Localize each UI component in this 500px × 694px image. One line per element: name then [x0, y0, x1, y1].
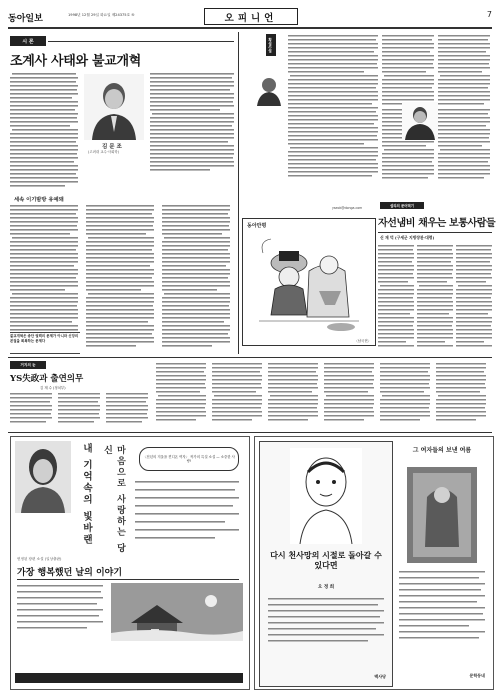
ad-body-lines: [17, 583, 107, 633]
divider: [238, 32, 239, 354]
cartoon-byline: 〈남국현〉: [354, 339, 371, 343]
section-label-siron: [10, 36, 46, 46]
headline: 조계사 사태와 불교개혁: [10, 54, 142, 69]
cartoon-illustration-icon: [249, 231, 369, 335]
ad-body-lines: [399, 569, 485, 659]
ad-subtitle: 헌정된 장편 소설 (일상출판): [17, 557, 62, 561]
masthead: [8, 8, 492, 28]
ad-house-illustration-icon: [111, 583, 243, 641]
ad-right-book-panel: [259, 441, 393, 687]
paper-name: 동아일보: [8, 14, 43, 24]
section-label-text: 시 론: [22, 38, 34, 45]
body-text-lines: [150, 72, 234, 192]
article-body-hoengseol: [288, 34, 378, 184]
ad-rule: [17, 579, 239, 580]
book-author: 오 정 희: [317, 585, 335, 590]
body-text-lines: [10, 72, 78, 192]
side-book-cover-icon: [407, 467, 477, 563]
pull-quote: [10, 332, 80, 354]
author-photo-right: [402, 102, 438, 140]
portrait-photo-icon: [84, 74, 144, 140]
publisher-left: 백사당: [374, 674, 386, 679]
ad-portrait-icon: [15, 441, 71, 513]
ad-footer: [15, 673, 243, 683]
ads-separator: [8, 432, 492, 433]
ad-vertical-text: 내 기억속의 빛바랜: [81, 443, 92, 546]
date-line: 1998년 12월 29일 화요일 제24375호 ⑤: [68, 13, 135, 17]
sub-heading: 세속 이기밤방 유예돼: [14, 197, 64, 203]
section-rule: [48, 41, 234, 42]
ad-left: [10, 436, 250, 690]
author-photo: [84, 74, 144, 140]
bottom-author: 김 재 수 (정치부): [40, 386, 66, 390]
book-cover-portrait-icon: [290, 448, 362, 544]
masthead-rule: [8, 27, 492, 29]
columnist-icon: [254, 74, 284, 106]
author-portrait-icon: [402, 102, 438, 140]
ad-quote-box: [139, 447, 239, 471]
section-label-text: 설리의 문어먹기: [389, 204, 415, 208]
section-label-text: 거지의 눈: [20, 362, 36, 367]
ad-right-side-panel: [395, 441, 489, 685]
small-portrait: [254, 74, 284, 106]
ad-tagline: 가장 행복했던 날의 이야기: [17, 568, 123, 578]
article-body-col1: [10, 72, 78, 192]
page-number: 7: [486, 10, 492, 19]
ad-title-main: 마음으로 사랑하는 당신: [102, 445, 125, 555]
publisher-right: 문학동네: [469, 673, 485, 678]
body-text-lines: [10, 392, 150, 428]
cartoon-title: 동아만평: [247, 223, 267, 229]
body-text-lines: [288, 34, 378, 184]
section-label-right: [380, 202, 424, 209]
author-name: 김 문 조: [102, 144, 122, 150]
right-author-line: 신 재 덕 (구세군 지방장관·대령): [380, 235, 435, 240]
right-headline: 자선냄비 채우는 보통사람들: [378, 218, 496, 229]
section-title: [204, 8, 298, 25]
book-title: 다시 천사망의 시절로 돌아갈 수 있다면: [270, 550, 382, 570]
bottom-headline: YS失政과 출연의무: [10, 374, 84, 384]
article-body-col3: [150, 72, 234, 192]
left-column: [8, 32, 236, 357]
ad-right: [254, 436, 494, 690]
side-title: 그 여자들의 보낸 여름: [412, 447, 472, 454]
ad-quote-text: 〈천년의 겨울을 견디온 여자〉 작가의 특설 소설 — 소중한 사랑!: [143, 454, 235, 463]
article-body-bottom-2: [156, 362, 492, 428]
ad-text-lines: [135, 479, 243, 551]
body-text-lines: [156, 362, 492, 428]
body-text-lines: [378, 244, 492, 352]
author-affiliation: (고려대 교수·사회학): [88, 150, 120, 154]
article-body-right: [378, 244, 492, 352]
section-label-text: 횡설수설: [268, 37, 273, 53]
article-body-bottom: [10, 392, 150, 428]
column-signature: yseok@donga.com: [332, 206, 363, 210]
ad-body-lines: [268, 596, 384, 656]
section-label-bottom: [10, 361, 46, 369]
section-title-text: 오피니언: [224, 12, 278, 24]
cartoon-box: [242, 218, 376, 346]
section-label-hoengseol: [266, 34, 276, 56]
right-rule: [378, 232, 492, 233]
middle-column: [240, 32, 380, 217]
middle-separator: [8, 357, 492, 358]
pull-quote-text: 불교개혁은 종단 권력의 문제가 아니라 신앙의 본질을 회복하는 문제다: [10, 334, 79, 343]
